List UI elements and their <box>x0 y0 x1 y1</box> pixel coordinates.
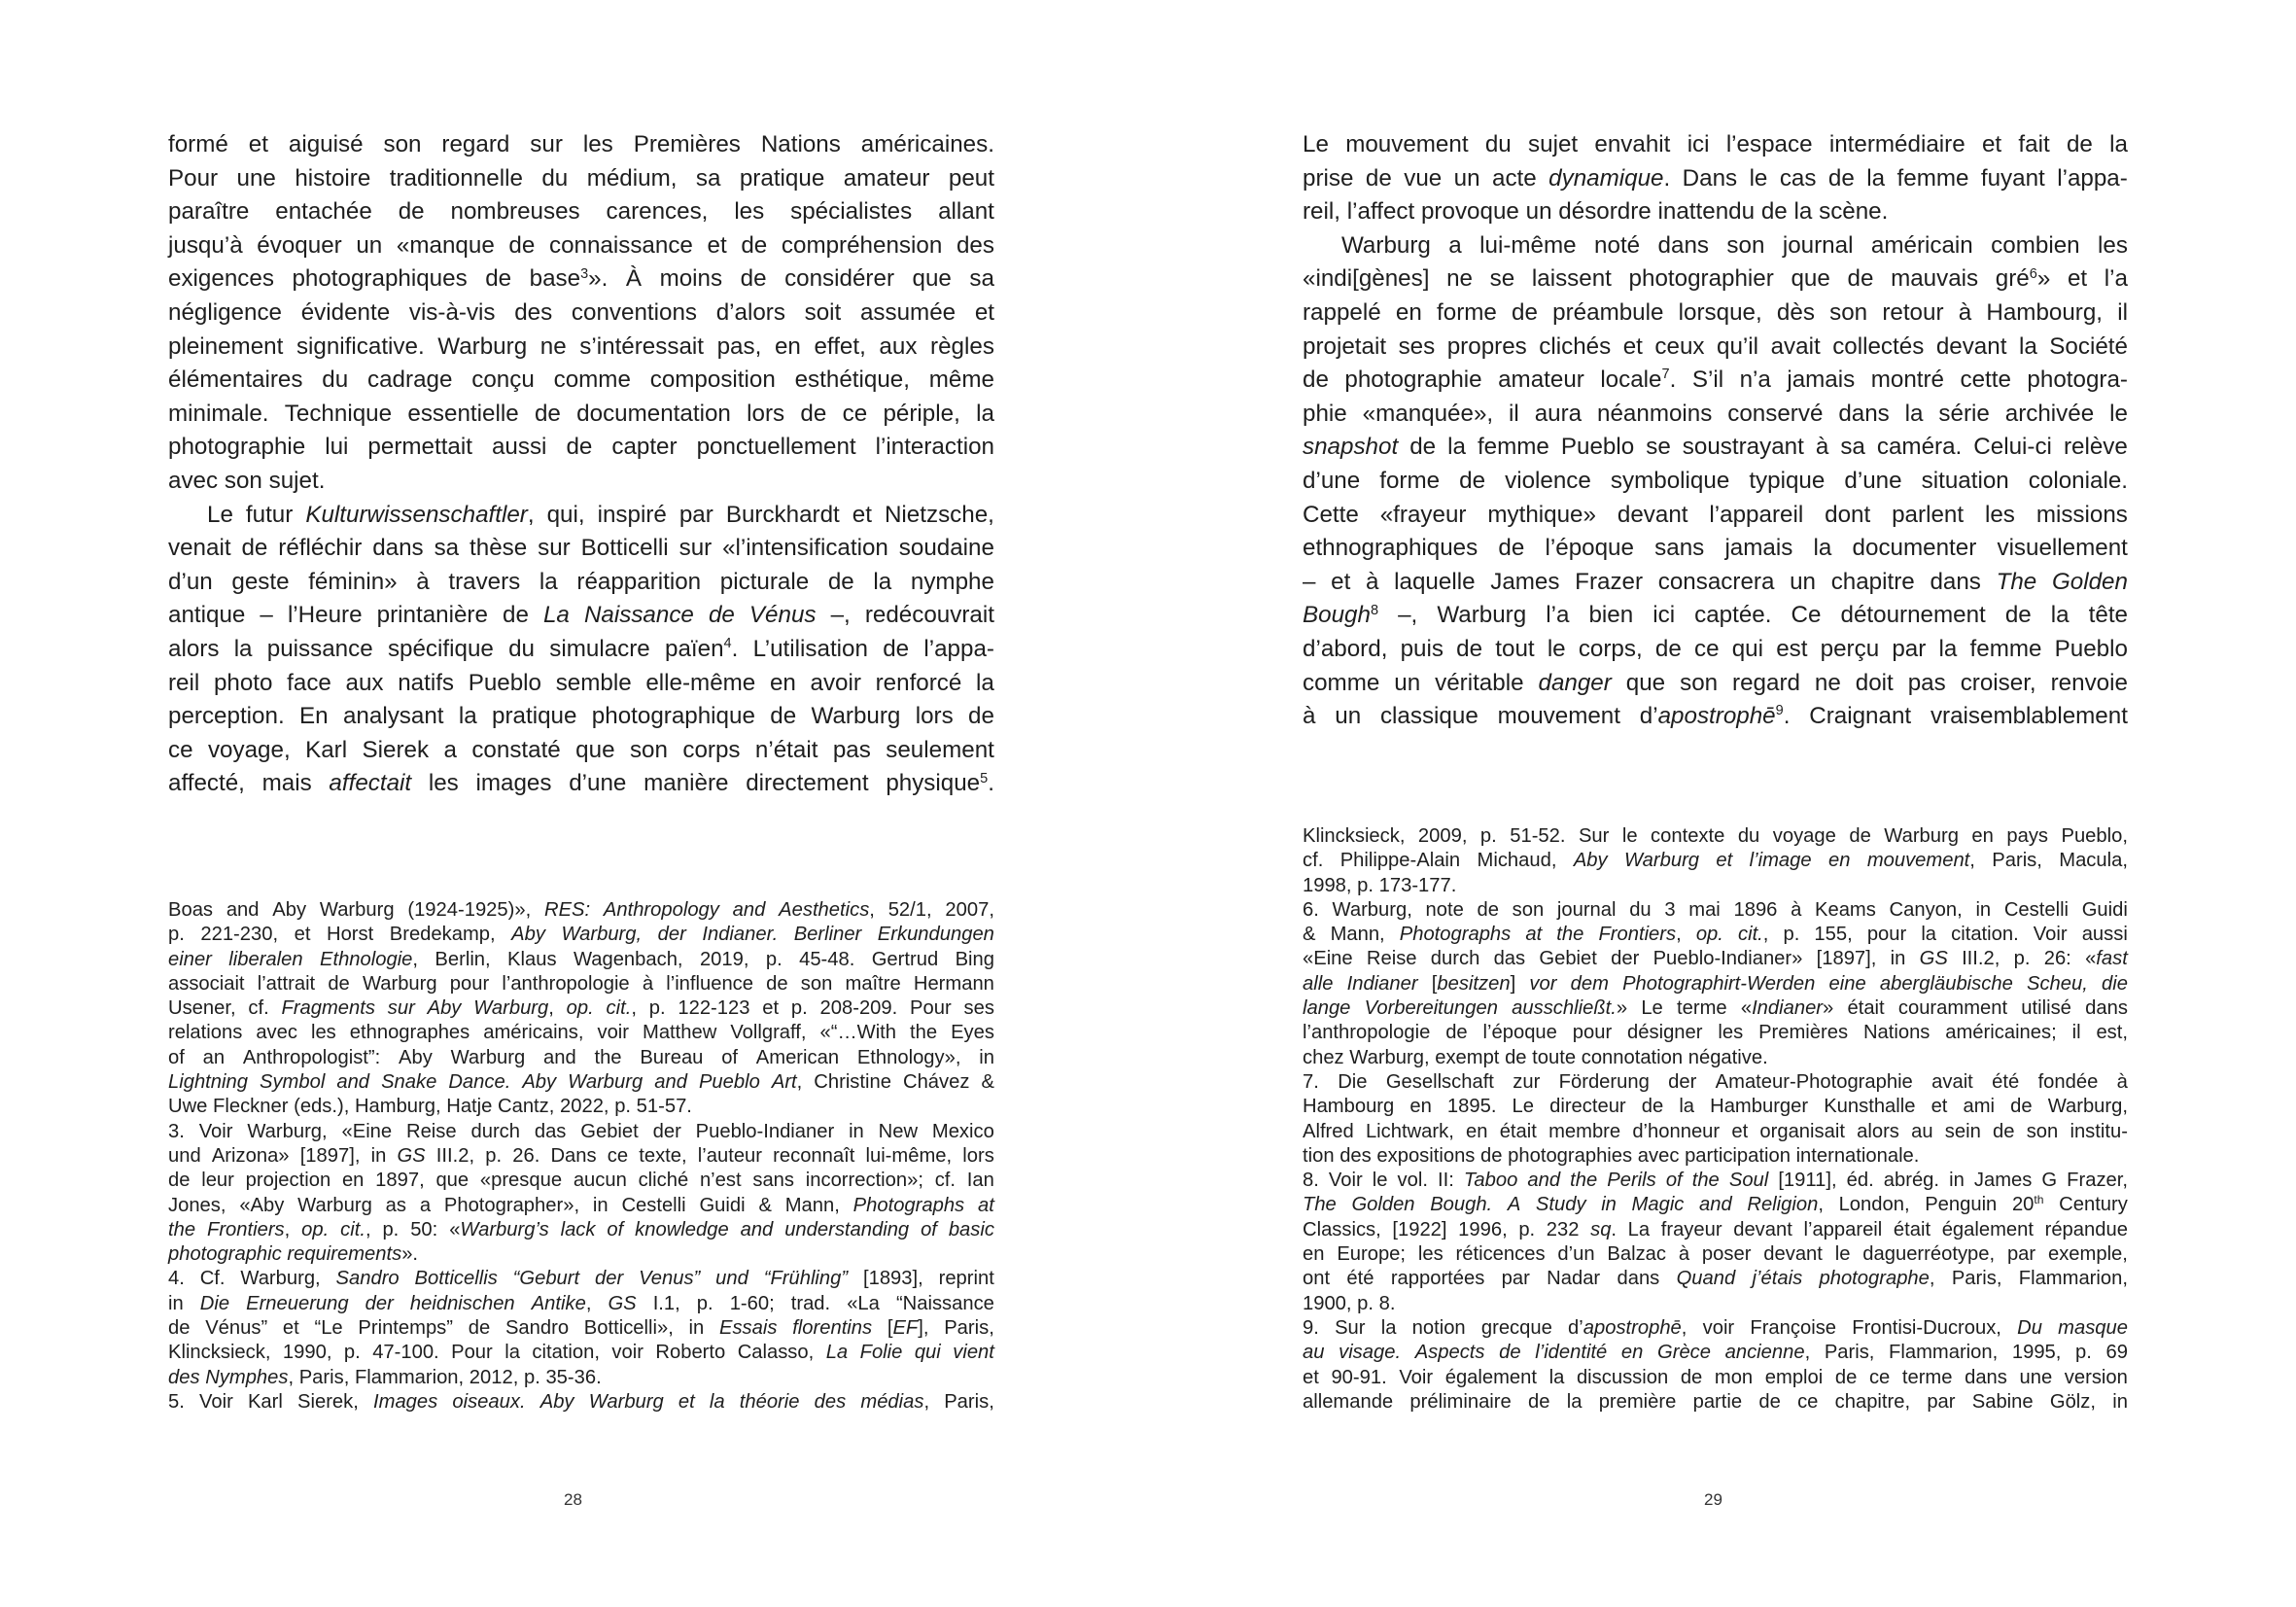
text-line: de photographie amateur locale$^7$. S’il n’a jamais montré cette photogra- <box>1303 367 2128 394</box>
text-line: comme un véritable danger que son regard ne doit pas croiser, renvoie <box>1303 669 2128 696</box>
text-line: Boas and Aby Warburg (1924-1925)», RES: Anthropology and Aesthetics, 52/1, 2007, <box>168 899 994 921</box>
text-line: photographic requirements». <box>168 1243 419 1266</box>
text-line: jusqu’à évoquer un «manque de connaissance et de compréhension des <box>168 231 994 259</box>
text-line: affecté, mais affectait les images d’une manière directement physique$^5$. <box>168 770 994 797</box>
text-line: p. 221-230, et Horst Bredekamp, Aby Warburg, der Indianer. Berliner Erkundungen <box>168 924 994 946</box>
text-line: allemande préliminaire de la première partie de ce chapitre, par Sabine Gölz, in <box>1303 1390 2128 1413</box>
right-footnotes <box>1303 824 2128 1415</box>
text-line: et 90-91. Voir également la discussion de mon emploi de ce terme dans une version <box>1303 1366 2128 1388</box>
text-line: Jones, «Aby Warburg as a Photographer», in Cestelli Guidi & Mann, Photographs at <box>168 1194 994 1216</box>
text-line: reil, l’affect provoque un désordre inattendu de la scène. <box>1303 198 1889 226</box>
text-line: und Arizona» [1897], in GS III.2, p. 26. Dans ce texte, l’auteur reconnaît lui-même, lors <box>168 1144 994 1167</box>
right-page <box>1148 0 2296 1607</box>
text-line: ont été rapportées par Nadar dans Quand j’étais photographe, Paris, Flammarion, <box>1303 1268 2128 1290</box>
text-line: exigences photographiques de base$^3$». À moins de considérer que sa <box>168 265 994 293</box>
text-line: 3. Voir Warburg, «Eine Reise durch das Gebiet der Pueblo-Indianer in New Mexico <box>168 1120 994 1142</box>
text-line: 9. Sur la notion grecque d’apostrophē, voir Françoise Frontisi-Ducroux, Du masque <box>1303 1316 2128 1339</box>
text-line: 1900, p. 8. <box>1303 1292 1396 1314</box>
text-line: 4. Cf. Warburg, Sandro Botticellis “Geburt der Venus” und “Frühling” [1893], reprint <box>168 1268 994 1290</box>
text-line: d’un geste féminin» à travers la réapparition picturale de la nymphe <box>168 568 994 595</box>
text-line: Usener, cf. Fragments sur Aby Warburg, op. cit., p. 122-123 et p. 208-209. Pour ses <box>168 997 994 1020</box>
text-line: d’une forme de violence symbolique typique d’une situation coloniale. <box>1303 467 2128 494</box>
text-line: formé et aiguisé son regard sur les Premières Nations américaines. <box>168 131 994 157</box>
text-line: Bough$^8$ –, Warburg l’a bien ici captée. Ce détournement de la tête <box>1303 602 2128 629</box>
text-line: chez Warburg, exempt de toute connotation négative. <box>1303 1046 1768 1068</box>
text-line: de Vénus” et “Le Printemps” de Sandro Botticelli», in Essais florentins [EF], Paris, <box>168 1317 994 1340</box>
text-line: snapshot de la femme Pueblo se soustrayant à sa caméra. Celui-ci relève <box>1303 434 2128 461</box>
text-line: venait de réfléchir dans sa thèse sur Botticelli sur «l’intensification soudaine <box>168 535 994 562</box>
text-line: 1998, p. 173-177. <box>1303 874 1457 896</box>
text-line: 7. Die Gesellschaft zur Förderung der Amateur-Photographie avait été fondée à <box>1303 1070 2128 1093</box>
text-line: & Mann, Photographs at the Frontiers, op. cit., p. 155, pour la citation. Voir aussi <box>1303 924 2128 946</box>
text-line: «indi[gènes] ne se laissent photographier que de mauvais gré$^6$» et l’a <box>1303 265 2128 293</box>
text-line: «Eine Reise durch das Gebiet der Pueblo-Indianer» [1897], in GS III.2, p. 26: «fast <box>1303 948 2128 970</box>
text-line: Le futur Kulturwissenschaftler, qui, inspiré par Burckhardt et Nietzsche, <box>207 501 994 528</box>
text-line: d’abord, puis de tout le corps, de ce qui est perçu par la femme Pueblo <box>1303 635 2128 662</box>
text-line: the Frontiers, op. cit., p. 50: «Warburg’s lack of knowledge and understanding of basic <box>168 1218 994 1240</box>
text-line: Pour une histoire traditionnelle du médium, sa pratique amateur peut <box>168 164 994 192</box>
text-line: einer liberalen Ethnologie, Berlin, Klaus Wagenbach, 2019, p. 45-48. Gertrud Bing <box>168 948 994 970</box>
text-line: Warburg a lui-même noté dans son journal américain combien les <box>1341 231 2128 259</box>
text-line: 8. Voir le vol. II: Taboo and the Perils of the Soul [1911], éd. abrég. in James G Frazer, <box>1303 1170 2128 1192</box>
page-number-left: 28 <box>564 1490 582 1509</box>
text-line: à un classique mouvement d’apostrophē$^9$. Craignant vraisemblablement <box>1303 703 2128 730</box>
right-body-text <box>1303 128 2128 734</box>
text-line: tion des expositions de photographies avec participation internationale. <box>1303 1144 1920 1167</box>
text-line: ce voyage, Karl Sierek a constaté que son corps n’était pas seulement <box>168 736 994 763</box>
text-line: négligence évidente vis-à-vis des conventions d’alors soit assumée et <box>168 298 994 326</box>
text-line: phie «manquée», il aura néanmoins conservé dans la série archivée le <box>1303 400 2128 427</box>
text-line: – et à laquelle James Frazer consacrera un chapitre dans The Golden <box>1303 568 2128 595</box>
text-line: Uwe Fleckner (eds.), Hamburg, Hatje Cantz, 2022, p. 51-57. <box>168 1096 692 1118</box>
text-line: avec son sujet. <box>168 467 326 494</box>
text-line: 6. Warburg, note de son journal du 3 mai 1896 à Keams Canyon, in Cestelli Guidi <box>1303 898 2128 921</box>
text-line: Klincksieck, 2009, p. 51-52. Sur le contexte du voyage de Warburg en pays Pueblo, <box>1303 825 2128 847</box>
text-line: rappelé en forme de préambule lorsque, dès son retour à Hambourg, il <box>1303 298 2128 326</box>
text-line: alle Indianer [besitzen] vor dem Photographirt-Werden eine abergläubische Scheu, die <box>1303 972 2128 995</box>
text-line: Alfred Lichtwark, en était membre d’honneur et organisait alors au sein de son institu- <box>1303 1120 2128 1142</box>
text-line: élémentaires du cadrage conçu comme composition esthétique, même <box>168 367 994 394</box>
text-line: projetait ses propres clichés et ceux qu’il avait collectés devant la Société <box>1303 332 2128 360</box>
text-line: pleinement significative. Warburg ne s’intéressait pas, en effet, aux règles <box>168 332 994 360</box>
text-line: antique – l’Heure printanière de La Naissance de Vénus –, redécouvrait <box>168 602 994 629</box>
left-body-text <box>168 128 994 801</box>
text-line: reil photo face aux natifs Pueblo semble elle-même en avoir renforcé la <box>168 669 994 696</box>
text-line: The Golden Bough. A Study in Magic and Religion, London, Penguin 20th Century <box>1303 1193 2128 1216</box>
text-line: Le mouvement du sujet envahit ici l’espace intermédiaire et fait de la <box>1303 131 2128 157</box>
text-line: minimale. Technique essentielle de documentation lors de ce périple, la <box>168 400 994 427</box>
text-line: cf. Philippe-Alain Michaud, Aby Warburg et l’image en mouvement, Paris, Macula, <box>1303 850 2128 872</box>
text-line: de leur projection en 1897, que «presque aucun cliché n’est sans incorrection»; cf. Ian <box>168 1170 994 1192</box>
text-line: Cette «frayeur mythique» devant l’appareil dont parlent les missions <box>1303 501 2128 528</box>
text-line: des Nymphes, Paris, Flammarion, 2012, p. 35-36. <box>168 1366 602 1388</box>
text-line: of an Anthropologist”: Aby Warburg and the Bureau of American Ethnology», in <box>168 1046 994 1068</box>
text-line: Hambourg en 1895. Le directeur de la Hamburger Kunsthalle et ami de Warburg, <box>1303 1096 2128 1118</box>
text-line: prise de vue un acte dynamique. Dans le cas de la femme fuyant l’appa- <box>1303 164 2128 192</box>
text-line: in Die Erneuerung der heidnischen Antike, GS I.1, p. 1-60; trad. «La “Naissance <box>168 1292 994 1314</box>
text-line: associait l’attrait de Warburg pour l’anthropologie à l’influence de son maître Hermann <box>168 972 994 995</box>
text-line: 5. Voir Karl Sierek, Images oiseaux. Aby Warburg et la théorie des médias, Paris, <box>168 1390 994 1413</box>
text-line: alors la puissance spécifique du simulacre païen$^4$. L’utilisation de l’appa- <box>168 635 994 662</box>
text-line: paraître entachée de nombreuses carences, les spécialistes allant <box>168 198 994 226</box>
text-line: Lightning Symbol and Snake Dance. Aby Warburg and Pueblo Art, Christine Chávez & <box>168 1071 994 1094</box>
text-line: photographie lui permettait aussi de capter ponctuellement l’interaction <box>168 434 994 461</box>
text-line: perception. En analysant la pratique photographique de Warburg lors de <box>168 703 994 730</box>
text-line: au visage. Aspects de l’identité en Grèce ancienne, Paris, Flammarion, 1995, p. 69 <box>1303 1342 2128 1364</box>
text-line: Klincksieck, 1990, p. 47-100. Pour la citation, voir Roberto Calasso, La Folie qui vient <box>168 1342 994 1364</box>
left-footnotes <box>168 898 994 1415</box>
page-number-right: 29 <box>1704 1490 1722 1509</box>
text-line: Classics, [1922] 1996, p. 232 sq. La frayeur devant l’appareil était également répandue <box>1303 1218 2128 1240</box>
text-line: relations avec les ethnographes américains, voir Matthew Vollgraff, «“…With the Eyes <box>168 1022 994 1044</box>
text-line: en Europe; les réticences d’un Balzac à poser devant le daguerréotype, par exemple, <box>1303 1243 2128 1266</box>
text-line: l’anthropologie de l’époque pour désigner les Premières Nations américaines; il est, <box>1303 1022 2128 1044</box>
text-line: ethnographiques de l’époque sans jamais la documenter visuellement <box>1303 535 2128 562</box>
text-line: lange Vorbereitungen ausschließt.» Le terme «Indianer» était couramment utilisé dans <box>1303 997 2128 1020</box>
